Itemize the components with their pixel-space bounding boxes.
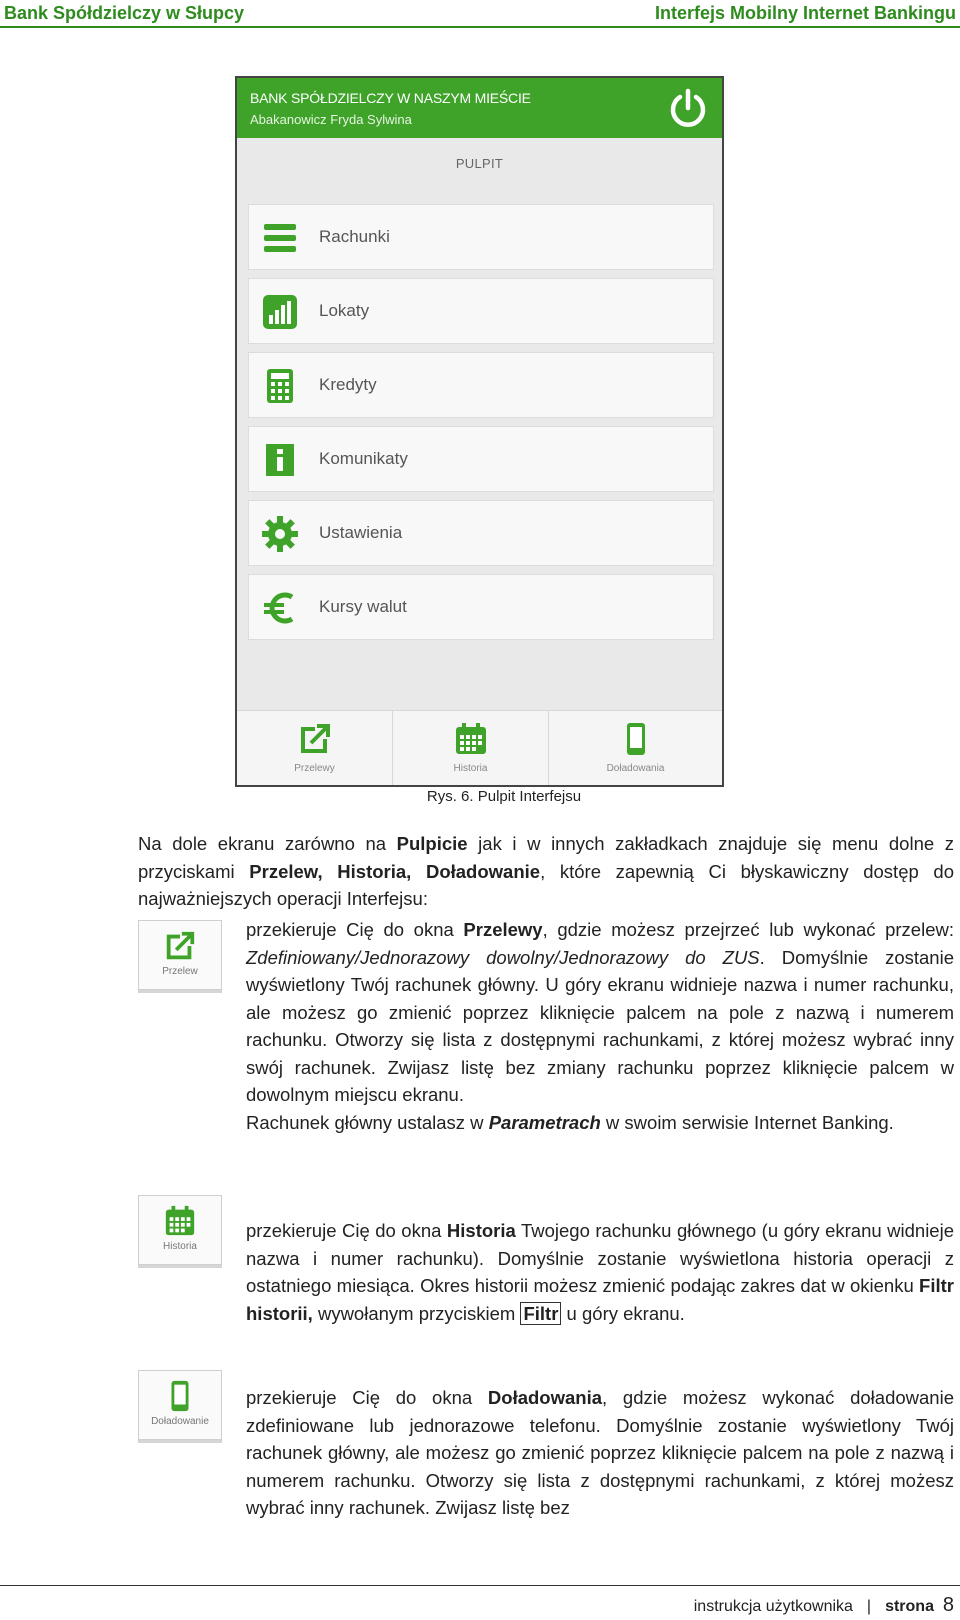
phone-screenshot: [235, 76, 724, 787]
menu-item-kredyty[interactable]: [248, 352, 714, 418]
calculator-icon: [261, 367, 299, 405]
page-footer: [694, 1594, 954, 1617]
menu-item-kursy-walut[interactable]: [248, 574, 714, 640]
calendar-icon: [453, 721, 489, 757]
doladowanie-button-image: [138, 1370, 222, 1440]
header-bank-name: Bank Spółdzielczy w Słupcy: [4, 3, 245, 23]
bottom-button-historia[interactable]: [393, 711, 548, 786]
dashboard-menu: [248, 204, 714, 648]
app-user-name: Abakanowicz Fryda Sylwina: [250, 112, 412, 127]
menu-item-label: Komunikaty: [319, 449, 408, 468]
historia-description: przekieruje Cię do okna Historia Twojego rachunku głównego (u góry ekranu widnieje nazwa i numer rachunku). Domyślnie zostanie wyświetlona historia operacji z ostatniego miesiąca. Okres historii możesz zmienić podając zakres dat w okienku Filtr historii, wywołanym przyciskiem Filtr u góry ekranu.: [246, 1220, 954, 1324]
list-icon: [261, 219, 299, 257]
intro-paragraph: Na dole ekranu zarówno na Pulpicie jak i w innych zakładkach znajduje się menu dolne z przyciskami Przelew, Historia, Doładowanie, które zapewnią Ci błyskawiczny dostęp do najważniejszych operacji Interfejsu:: [138, 833, 955, 909]
gear-icon: [261, 515, 299, 553]
menu-item-label: Ustawienia: [319, 523, 403, 542]
page-header: [0, 0, 960, 28]
menu-item-ustawienia[interactable]: [248, 500, 714, 566]
menu-item-label: Rachunki: [319, 227, 390, 246]
power-icon[interactable]: [664, 84, 712, 132]
icon-caption: Przelew: [162, 966, 198, 977]
screen-title: PULPIT: [455, 156, 504, 171]
app-top-bar: [237, 78, 722, 138]
menu-item-rachunki[interactable]: [248, 204, 714, 270]
historia-button-image: [138, 1195, 222, 1265]
menu-item-komunikaty[interactable]: [248, 426, 714, 492]
bottom-button-label: Historia: [453, 763, 488, 774]
phone-icon: [163, 1379, 197, 1413]
przelew-button-image: [138, 920, 222, 990]
euro-icon: [261, 589, 299, 627]
menu-item-label: Kredyty: [319, 375, 377, 394]
menu-item-label: Kursy walut: [319, 597, 407, 616]
footer-separator: |: [866, 1598, 872, 1615]
header-document-title: Interfejs Mobilny Internet Bankingu: [654, 3, 956, 23]
bar-chart-icon: [261, 293, 299, 331]
przelew-description: przekieruje Cię do okna Przelewy, gdzie możesz przejrzeć lub wykonać przelew: Zdefiniowany/Jednorazowy dowolny/Jednorazowy do ZUS. Domyślnie zostanie wyświetlony Twój rachunek główny. U góry ekranu widnieje nazwa i numer rachunku, ale możesz go zmienić poprzez kliknięcie palcem na pole z nazwą i numerem rachunku. Otworzy się lista z dostępnymi rachunkami, z której możesz wybrać inny swój rachunek. Zwijasz listę bez zmiany rachunku poprzez kliknięcie palcem w dowolnym miejscu ekranu. Rachunek główny ustalasz w Parametrach w swoim serwisie Internet Banking.: [246, 919, 954, 1133]
page-number: 8: [942, 1594, 954, 1616]
bottom-button-label: Przelewy: [294, 763, 335, 774]
menu-item-label: Lokaty: [319, 301, 370, 320]
footer-divider: [0, 1585, 960, 1586]
bottom-button-przelewy[interactable]: [237, 711, 392, 786]
doladowanie-description: przekieruje Cię do okna Doładowania, gdzie możesz wykonać doładowanie zdefiniowane lub jednorazowe telefonu. Domyślnie zostanie wyświetlony Twój rachunek główny, ale możesz go zmienić poprzez kliknięcie palcem na pole z nazwą i numerem rachunku. Otworzy się lista z dostępnymi rachunkami, z której możesz wybrać inny rachunek. Zwijasz listę bez: [246, 1387, 954, 1518]
figure-caption: Rys. 6. Pulpit Interfejsu: [426, 788, 582, 805]
footer-page-word: strona: [885, 1598, 934, 1615]
app-bank-name: BANK SPÓŁDZIELCZY W NASZYM MIEŚCIE: [250, 90, 531, 106]
icon-caption: Historia: [163, 1241, 197, 1252]
icon-caption: Doładowanie: [151, 1416, 209, 1427]
bottom-menu-bar: [237, 710, 722, 785]
filtr-button-label: Filtr: [520, 1302, 561, 1325]
bottom-button-doladowania[interactable]: [549, 711, 722, 786]
info-icon: [261, 441, 299, 479]
transfer-icon: [163, 929, 197, 963]
calendar-icon: [163, 1204, 197, 1238]
footer-doc-label: instrukcja użytkownika: [693, 1598, 853, 1615]
phone-icon: [618, 721, 654, 757]
bottom-button-label: Doładowania: [606, 763, 665, 774]
menu-item-lokaty[interactable]: [248, 278, 714, 344]
transfer-icon: [297, 721, 333, 757]
header-divider: [0, 26, 960, 28]
